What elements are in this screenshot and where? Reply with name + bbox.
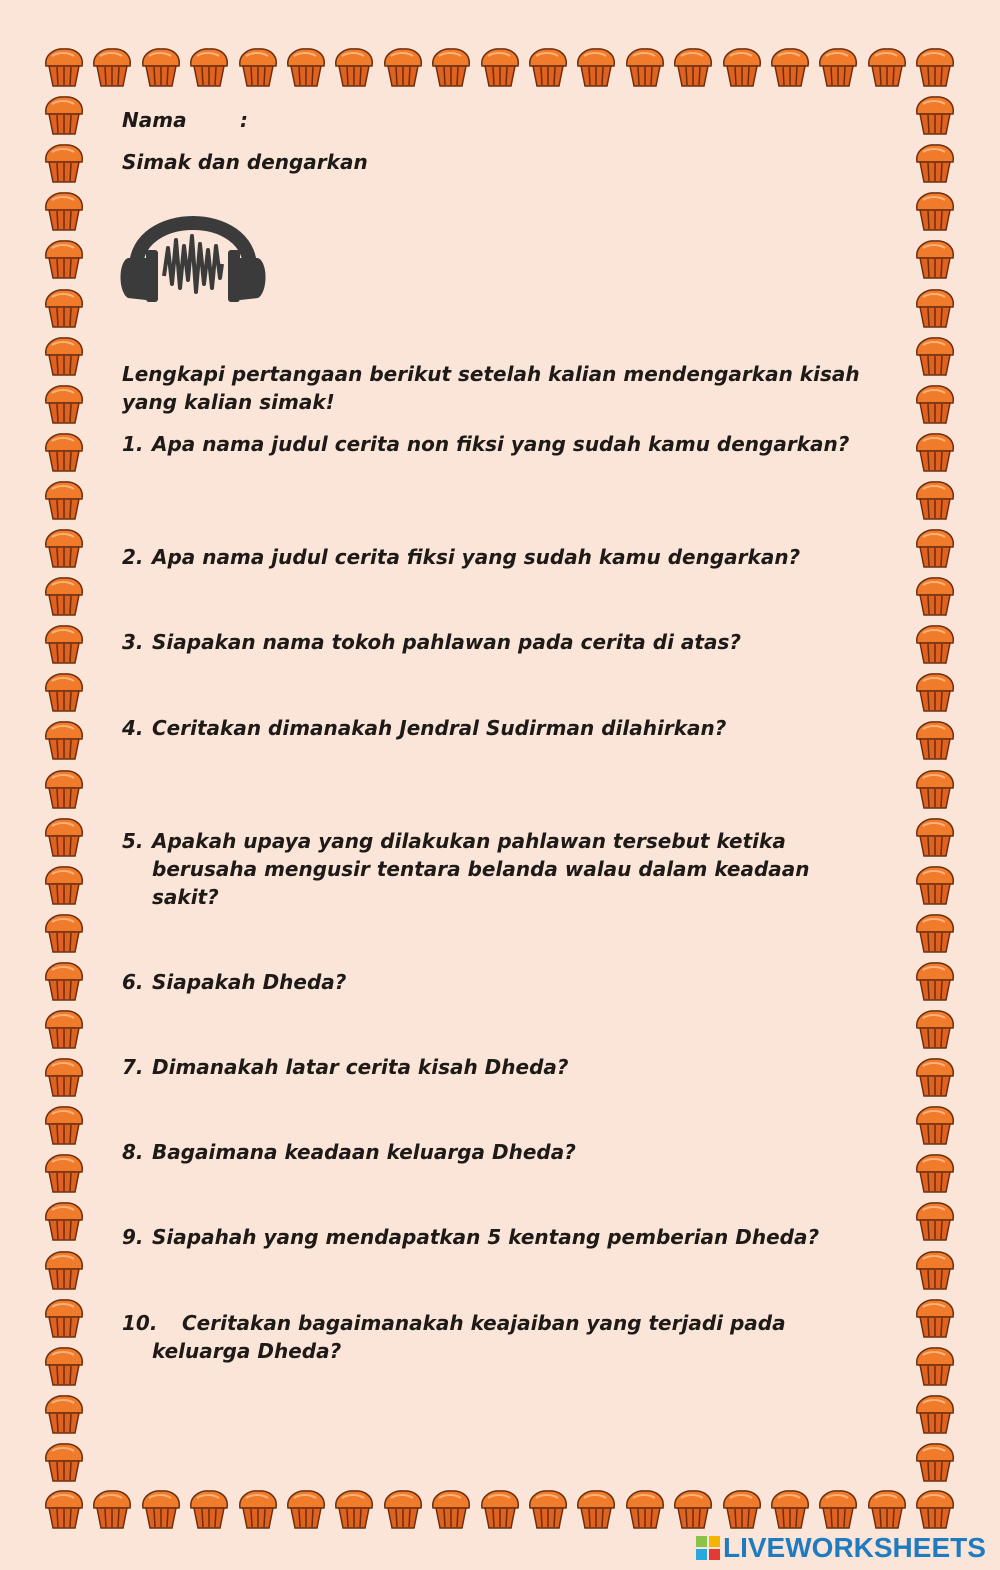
listen-instruction: Simak dan dengarkan	[122, 150, 368, 174]
muffin-icon	[574, 1486, 618, 1530]
name-label: Nama	[122, 108, 187, 132]
muffin-icon	[913, 1006, 957, 1050]
name-colon: :	[240, 108, 248, 132]
muffin-icon	[42, 477, 86, 521]
muffin-icon	[768, 1486, 812, 1530]
question-text: Ceritakan dimanakah Jendral Sudirman dilahirkan?	[152, 716, 727, 740]
main-instruction: Lengkapi pertangaan berikut setelah kalian mendengarkan kisah yang kalian simak!	[122, 362, 860, 414]
muffin-icon	[574, 44, 618, 88]
muffin-icon	[284, 1486, 328, 1530]
question-number: 9.	[122, 1225, 144, 1249]
muffin-icon	[913, 862, 957, 906]
muffin-icon	[913, 1439, 957, 1483]
muffin-icon	[913, 1150, 957, 1194]
muffin-icon	[720, 44, 764, 88]
question-number: 4.	[122, 716, 144, 740]
headphone-sound-wave-icon[interactable]	[118, 188, 268, 306]
muffin-icon	[720, 1486, 764, 1530]
muffin-icon	[42, 92, 86, 136]
muffin-icon	[42, 621, 86, 665]
question-text: Ceritakan bagaimanakah keajaiban yang terjadi pada keluarga Dheda?	[152, 1311, 786, 1363]
name-field[interactable]	[262, 104, 662, 134]
question-7	[122, 1053, 862, 1081]
muffin-icon	[42, 1486, 86, 1530]
question-number: 10.	[122, 1311, 158, 1335]
muffin-icon	[42, 862, 86, 906]
muffin-icon	[139, 1486, 183, 1530]
muffin-icon	[429, 1486, 473, 1530]
muffin-icon	[913, 814, 957, 858]
muffin-icon	[42, 958, 86, 1002]
muffin-icon	[865, 1486, 909, 1530]
muffin-icon	[526, 44, 570, 88]
muffin-icon	[332, 44, 376, 88]
question-number: 6.	[122, 970, 144, 994]
brand-name: LIVEWORKSHEETS	[723, 1532, 986, 1563]
muffin-icon	[768, 44, 812, 88]
muffin-icon	[332, 1486, 376, 1530]
muffin-icon	[42, 1295, 86, 1339]
muffin-icon	[42, 1102, 86, 1146]
muffin-icon	[42, 1439, 86, 1483]
muffin-icon	[913, 958, 957, 1002]
muffin-icon	[429, 44, 473, 88]
muffin-icon	[381, 1486, 425, 1530]
question-text: Apa nama judul cerita fiksi yang sudah kamu dengarkan?	[152, 545, 801, 569]
muffin-icon	[913, 1247, 957, 1291]
muffin-icon	[90, 1486, 134, 1530]
brand-footer[interactable]	[695, 1530, 995, 1566]
muffin-icon	[478, 1486, 522, 1530]
muffin-icon	[42, 525, 86, 569]
muffin-icon	[865, 44, 909, 88]
muffin-icon	[671, 44, 715, 88]
muffin-icon	[913, 285, 957, 329]
liveworksheets-logo-icon	[695, 1534, 721, 1562]
question-9	[122, 1223, 882, 1251]
muffin-icon	[187, 44, 231, 88]
muffin-icon	[42, 717, 86, 761]
muffin-icon	[42, 1150, 86, 1194]
muffin-icon	[913, 1198, 957, 1242]
question-number: 5.	[122, 829, 144, 853]
muffin-icon	[913, 621, 957, 665]
question-number: 2.	[122, 545, 144, 569]
muffin-icon	[913, 717, 957, 761]
question-4	[122, 714, 862, 742]
muffin-icon	[671, 1486, 715, 1530]
question-text: Apakah upaya yang dilakukan pahlawan tersebut ketika berusaha mengusir tentara belanda walau dalam keadaan sakit?	[152, 829, 810, 909]
question-5	[122, 827, 882, 911]
muffin-icon	[187, 1486, 231, 1530]
muffin-icon	[913, 910, 957, 954]
question-text: Siapakan nama tokoh pahlawan pada cerita di atas?	[152, 630, 741, 654]
muffin-icon	[42, 236, 86, 280]
question-10	[122, 1309, 862, 1365]
muffin-icon	[913, 333, 957, 377]
muffin-icon	[42, 1006, 86, 1050]
muffin-icon	[42, 188, 86, 232]
muffin-icon	[526, 1486, 570, 1530]
muffin-icon	[42, 140, 86, 184]
muffin-icon	[913, 1295, 957, 1339]
muffin-icon	[913, 1054, 957, 1098]
muffin-icon	[913, 44, 957, 88]
muffin-icon	[42, 766, 86, 810]
muffin-icon	[42, 1198, 86, 1242]
question-number: 8.	[122, 1140, 144, 1164]
muffin-icon	[816, 44, 860, 88]
question-text: Apa nama judul cerita non fiksi yang sudah kamu dengarkan?	[152, 432, 850, 456]
question-text: Bagaimana keadaan keluarga Dheda?	[152, 1140, 576, 1164]
muffin-icon	[816, 1486, 860, 1530]
muffin-icon	[623, 44, 667, 88]
muffin-icon	[913, 1391, 957, 1435]
muffin-icon	[913, 573, 957, 617]
muffin-icon	[236, 44, 280, 88]
muffin-icon	[478, 44, 522, 88]
question-8	[122, 1138, 862, 1166]
muffin-icon	[913, 92, 957, 136]
question-3	[122, 628, 862, 656]
muffin-icon	[42, 910, 86, 954]
question-text: Dimanakah latar cerita kisah Dheda?	[152, 1055, 569, 1079]
muffin-icon	[42, 429, 86, 473]
question-1	[122, 430, 862, 458]
muffin-icon	[913, 140, 957, 184]
muffin-icon	[284, 44, 328, 88]
muffin-icon	[42, 814, 86, 858]
muffin-icon	[42, 1391, 86, 1435]
question-number: 3.	[122, 630, 144, 654]
muffin-icon	[913, 1486, 957, 1530]
muffin-icon	[42, 1054, 86, 1098]
question-6	[122, 968, 862, 996]
question-text: Siapakah Dheda?	[152, 970, 347, 994]
muffin-icon	[42, 573, 86, 617]
muffin-icon	[913, 669, 957, 713]
muffin-icon	[42, 1343, 86, 1387]
muffin-icon	[42, 285, 86, 329]
muffin-icon	[913, 381, 957, 425]
muffin-icon	[623, 1486, 667, 1530]
muffin-icon	[913, 429, 957, 473]
question-text: Siapahah yang mendapatkan 5 kentang pemberian Dheda?	[152, 1225, 820, 1249]
muffin-icon	[90, 44, 134, 88]
question-2	[122, 543, 862, 571]
muffin-icon	[42, 1247, 86, 1291]
muffin-icon	[42, 333, 86, 377]
muffin-icon	[42, 669, 86, 713]
muffin-icon	[236, 1486, 280, 1530]
muffin-icon	[913, 477, 957, 521]
question-number: 1.	[122, 432, 144, 456]
muffin-icon	[913, 766, 957, 810]
muffin-icon	[381, 44, 425, 88]
muffin-icon	[42, 44, 86, 88]
muffin-icon	[913, 1102, 957, 1146]
question-number: 7.	[122, 1055, 144, 1079]
muffin-icon	[913, 188, 957, 232]
muffin-icon	[42, 381, 86, 425]
muffin-icon	[139, 44, 183, 88]
muffin-icon	[913, 1343, 957, 1387]
muffin-icon	[913, 236, 957, 280]
muffin-icon	[913, 525, 957, 569]
